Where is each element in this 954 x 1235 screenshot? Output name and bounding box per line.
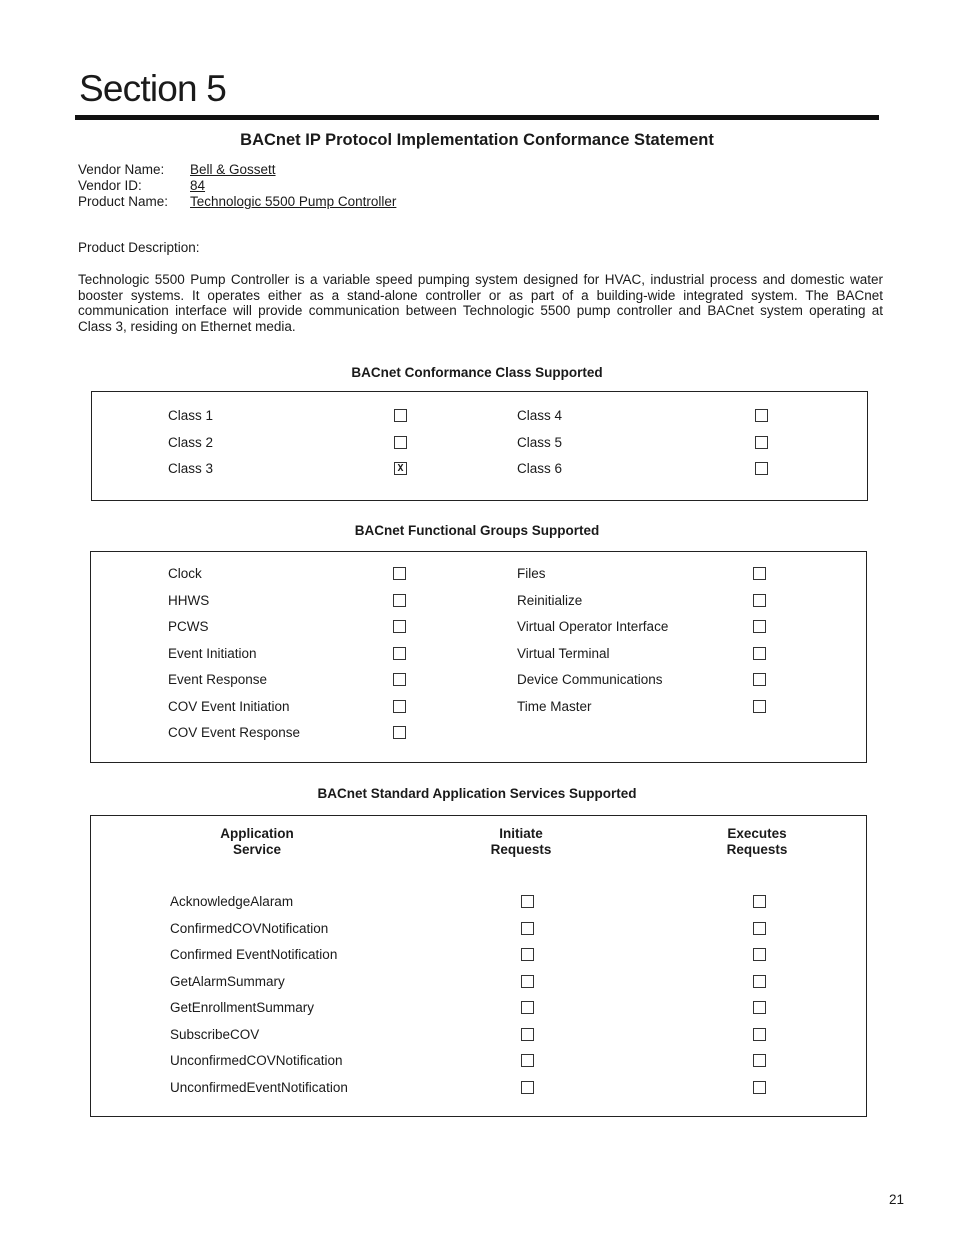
- service-execute-checkbox[interactable]: [753, 1001, 766, 1014]
- service-label: UnconfirmedCOVNotification: [170, 1053, 343, 1068]
- header-rule: [75, 115, 879, 120]
- col-head-application-service: [177, 826, 337, 858]
- functional-group-checkbox[interactable]: [393, 673, 406, 686]
- functional-group-label: PCWS: [168, 619, 209, 634]
- service-label: UnconfirmedEventNotification: [170, 1079, 348, 1095]
- functional-group-label: Event Initiation: [168, 645, 257, 661]
- service-label: Confirmed EventNotification: [170, 947, 338, 962]
- vendor-name-value: Bell & Gossett: [190, 162, 276, 177]
- class-label: Class 5: [517, 434, 563, 450]
- functional-group-label: Virtual Operator Interface: [517, 619, 669, 634]
- vendor-name-label: Vendor Name:: [78, 162, 165, 177]
- service-execute-checkbox[interactable]: [753, 1028, 766, 1041]
- services-box: [90, 815, 867, 1117]
- functional-group-label: Device Communications: [517, 672, 663, 687]
- class-label: Class 4: [517, 408, 563, 423]
- functional-group-checkbox[interactable]: [753, 647, 766, 660]
- class-label: Class 2: [168, 434, 214, 450]
- functional-group-label: Event Response: [168, 672, 268, 687]
- functional-group-checkbox[interactable]: [393, 700, 406, 713]
- service-execute-checkbox[interactable]: [753, 1081, 766, 1094]
- col-head-initiate: Initiate: [499, 826, 543, 841]
- class-checkbox[interactable]: [755, 462, 768, 475]
- service-initiate-checkbox[interactable]: [521, 975, 534, 988]
- service-execute-checkbox[interactable]: [753, 948, 766, 961]
- service-label: GetAlarmSummary: [170, 973, 285, 989]
- service-initiate-checkbox[interactable]: [521, 1001, 534, 1014]
- services-title: BACnet Standard Application Services Supported: [317, 786, 637, 801]
- col-head-service: Service: [232, 842, 282, 857]
- functional-group-checkbox[interactable]: [753, 567, 766, 580]
- functional-group-label: COV Event Initiation: [168, 698, 290, 714]
- vendor-id-label: Vendor ID:: [78, 178, 142, 193]
- functional-group-checkbox[interactable]: [393, 620, 406, 633]
- vendor-name-row: [78, 162, 396, 178]
- service-initiate-checkbox[interactable]: [521, 1054, 534, 1067]
- class-checkbox[interactable]: [394, 436, 407, 449]
- product-name-label: Product Name:: [78, 194, 169, 209]
- conformance-class-box: [91, 391, 868, 501]
- functional-group-label: Virtual Terminal: [517, 645, 610, 661]
- service-initiate-checkbox[interactable]: [521, 948, 534, 961]
- functional-group-label: Reinitialize: [517, 592, 583, 608]
- product-name-row: [78, 194, 396, 210]
- service-execute-checkbox[interactable]: [753, 1054, 766, 1067]
- col-head-initiate-requests-label: Requests: [490, 842, 552, 857]
- service-initiate-checkbox[interactable]: [521, 922, 534, 935]
- functional-group-checkbox[interactable]: [393, 567, 406, 580]
- class-checkbox[interactable]: [755, 409, 768, 422]
- functional-group-label: Clock: [168, 566, 202, 581]
- service-execute-checkbox[interactable]: [753, 895, 766, 908]
- product-name-value: Technologic 5500 Pump Controller: [190, 194, 397, 209]
- class-checkbox[interactable]: X: [394, 462, 407, 475]
- service-execute-checkbox[interactable]: [753, 922, 766, 935]
- col-head-application: Application: [220, 826, 294, 841]
- conformance-class-title: BACnet Conformance Class Supported: [351, 365, 603, 380]
- functional-group-label: Time Master: [517, 698, 592, 714]
- functional-group-label: COV Event Response: [168, 725, 301, 740]
- col-head-initiate-requests: [441, 826, 601, 858]
- service-label: AcknowledgeAlaram: [170, 894, 294, 909]
- functional-group-checkbox[interactable]: [393, 594, 406, 607]
- service-label: ConfirmedCOVNotification: [170, 920, 329, 936]
- col-head-executes: Executes: [727, 826, 787, 841]
- col-head-executes-requests: [677, 826, 837, 858]
- service-label: GetEnrollmentSummary: [170, 1000, 315, 1015]
- functional-group-checkbox[interactable]: [753, 700, 766, 713]
- functional-group-checkbox[interactable]: [393, 726, 406, 739]
- service-label: SubscribeCOV: [170, 1026, 260, 1042]
- functional-group-label: HHWS: [168, 592, 210, 608]
- document-title: BACnet IP Protocol Implementation Conformance Statement: [240, 131, 714, 149]
- product-description-label: Product Description:: [78, 240, 200, 255]
- functional-group-checkbox[interactable]: [393, 647, 406, 660]
- functional-group-checkbox[interactable]: [753, 620, 766, 633]
- service-execute-checkbox[interactable]: [753, 975, 766, 988]
- functional-groups-title: BACnet Functional Groups Supported: [354, 523, 600, 538]
- functional-group-checkbox[interactable]: [753, 594, 766, 607]
- class-checkbox[interactable]: [394, 409, 407, 422]
- class-label: Class 1: [168, 408, 214, 423]
- class-label: Class 3: [168, 461, 214, 476]
- service-initiate-checkbox[interactable]: [521, 1028, 534, 1041]
- functional-groups-box: [90, 551, 867, 763]
- class-checkbox[interactable]: [755, 436, 768, 449]
- vendor-id-row: [78, 178, 396, 194]
- service-initiate-checkbox[interactable]: [521, 1081, 534, 1094]
- class-label: Class 6: [517, 461, 563, 476]
- service-initiate-checkbox[interactable]: [521, 895, 534, 908]
- col-head-executes-requests-label: Requests: [726, 842, 788, 857]
- vendor-info: [78, 162, 396, 210]
- product-description-text: Technologic 5500 Pump Controller is a variable speed pumping system designed for HVAC, industrial process and domestic water booster systems. It operates either as a stand-alone controller or as part of a building-wide integrated system. The BACnet communication interface will provide communication between Technologic 5500 pump controller and BACnet system operating at Class 3, residing on Ethernet media.: [78, 272, 883, 334]
- vendor-id-value: 84: [190, 178, 206, 193]
- page-number: 21: [888, 1192, 904, 1207]
- functional-group-checkbox[interactable]: [753, 673, 766, 686]
- functional-group-label: Files: [517, 566, 546, 581]
- section-title: Section 5: [79, 68, 227, 109]
